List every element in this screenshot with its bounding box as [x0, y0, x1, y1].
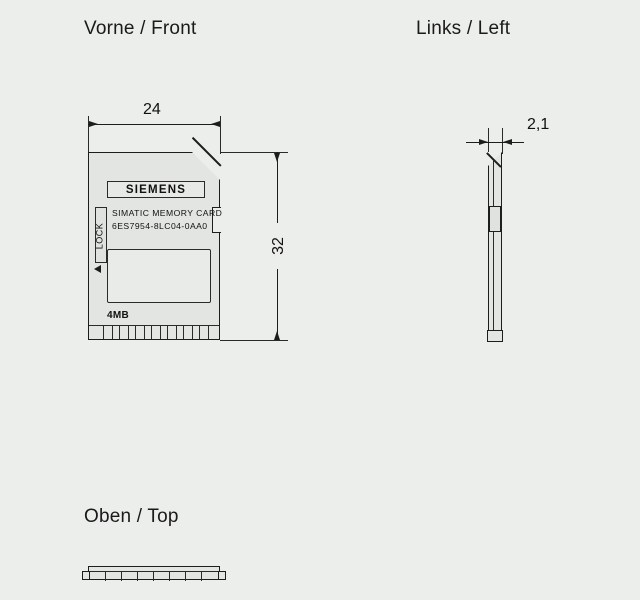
card-writing-field [107, 249, 211, 303]
siemens-logo-box [107, 181, 205, 198]
card-corner-chamfer [192, 152, 220, 180]
card-contact-pad [199, 326, 209, 339]
card-lock-label [91, 213, 107, 259]
view-title-front: Vorne / Front [84, 18, 197, 39]
card-edge-groove-line [493, 153, 494, 341]
left-thickness-extension-left [488, 128, 489, 154]
left-thickness-arrow-right [503, 139, 512, 145]
card-contact-pad [135, 326, 145, 339]
card-top-rib [121, 572, 122, 581]
front-width-arrow-right [211, 121, 220, 127]
card-top-rib [169, 572, 170, 581]
front-height-arrow-bottom [274, 331, 280, 340]
view-title-top: Oben / Top [84, 506, 179, 527]
card-top-rib [137, 572, 138, 581]
left-thickness-value: 2,1 [524, 116, 552, 134]
memory-card-top-view [88, 566, 220, 580]
card-top-rib [201, 572, 202, 581]
card-top-rib [153, 572, 154, 581]
card-lock-arrow-icon [94, 265, 101, 273]
card-edge-foot [487, 330, 503, 342]
front-height-extension-bottom [220, 340, 288, 341]
card-capacity-label: 4MB [107, 310, 130, 321]
card-order-number: 6ES7954-8LC04-0AA0 [112, 221, 208, 231]
card-lock-label-text: LOCK [94, 222, 105, 250]
card-contact-pad [183, 326, 193, 339]
card-contact-pad [119, 326, 129, 339]
card-top-right-tab [218, 571, 226, 580]
front-height-arrow-top [274, 153, 280, 162]
card-contact-pad [167, 326, 177, 339]
card-edge-lock-switch [489, 206, 501, 232]
memory-card-front-view [88, 152, 223, 340]
card-top-rib [105, 572, 106, 581]
front-height-value: 32 [270, 223, 288, 269]
left-thickness-dimension-line [466, 142, 524, 143]
left-thickness-arrow-left [479, 139, 488, 145]
front-width-value: 24 [140, 101, 164, 119]
view-title-left: Links / Left [416, 18, 511, 39]
card-contact-pad [151, 326, 161, 339]
card-label-text-block [112, 207, 223, 233]
card-contact-pad [103, 326, 113, 339]
card-top-rib [185, 572, 186, 581]
front-width-extension-right [220, 116, 221, 154]
siemens-logo-text: SIEMENS [125, 183, 187, 196]
card-top-left-tab [82, 571, 90, 580]
card-product-line: SIMATIC MEMORY CARD [112, 208, 223, 218]
front-width-dimension-line [88, 124, 220, 125]
front-width-arrow-left [89, 121, 98, 127]
memory-card-left-view [488, 152, 502, 340]
